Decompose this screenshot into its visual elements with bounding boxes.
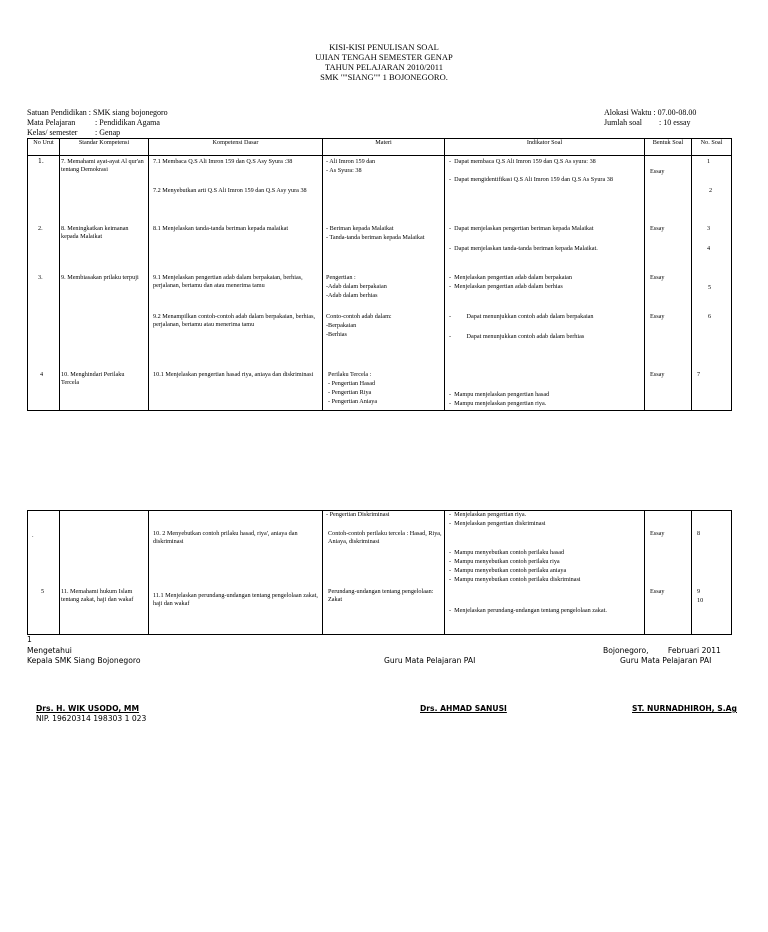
row3-indikator-2: - Menjelaskan pengertian adab dalam berhias	[449, 283, 563, 290]
row5-indikator-0a: - Menjelaskan pengertian riya.	[449, 511, 527, 518]
row2-bentuk: Essay	[650, 225, 665, 232]
row3-bentuk-1: Essay	[650, 274, 665, 281]
info-mapel: Mata Pelajaran : Pendidikan Agama	[27, 118, 160, 127]
row2-sk: 8. Meningkatkan keimanan kepada Malaikat	[61, 225, 129, 240]
row1-nosoal-1: 1	[707, 158, 711, 165]
info-mapel-value: Pendidikan Agama	[99, 118, 160, 127]
row5-indikator-2: - Mampu menyebutkan contoh perilaku riya	[449, 558, 560, 565]
row1-kd1: 7.1 Membaca Q.S Ali Imron 159 dan Q.S Asy Syura :38	[153, 158, 293, 165]
info-jumlah-value: : 10 essay	[659, 118, 691, 127]
row3-indikator-4: - Dapat menunjukkan contoh adab dalam berhias	[449, 333, 585, 340]
row3-materi-4: Conto-contoh adab dalam:	[326, 313, 392, 320]
row6-indikator: - Menjelaskan perundang-undangan tentang pengelolaan zakat.	[449, 607, 607, 614]
row5-dot: .	[32, 532, 34, 539]
guru2-title: Guru Mata Pelajaran PAI	[620, 656, 712, 665]
col-header-nosoal: No. Soal	[692, 139, 732, 156]
row4-bentuk: Essay	[650, 371, 665, 378]
row6-sk: 11. Memahami hukum Islam tentang zakat, haji dan wakaf	[61, 588, 134, 603]
row1-nosoal-2: 2	[709, 187, 713, 194]
document-header	[0, 42, 768, 82]
row5-indikator-0b: - Menjelaskan pengertian diskriminasi	[449, 520, 546, 527]
row3-indikator-1: - Menjelaskan pengertian adab dalam berpakaian	[449, 274, 573, 281]
kepala-title: Kepala SMK Siang Bojonegoro	[27, 656, 141, 665]
row3-materi-3: -Adab dalam berhias	[326, 292, 378, 299]
row6-no: 5	[41, 588, 45, 595]
row6-nosoal-1: 9	[697, 588, 701, 595]
info-satuan-label: Satuan Pendidikan	[27, 108, 87, 117]
page-number: 1	[27, 635, 32, 644]
row4-nosoal: 7	[697, 371, 701, 378]
row3-sk: 9. Membiasakan prilaku terpuji	[61, 274, 139, 281]
info-kelas: Kelas/ semester : Genap	[27, 128, 121, 137]
row5-indikator-4: - Mampu menyebutkan contoh perilaku diskriminasi	[449, 576, 581, 583]
row3-kd1: 9.1 Menjelaskan pengertian adab dalam berpakaian, berhias, perjalanan, bertamu dan atau menerima tamu	[153, 274, 303, 289]
header-year: TAHUN PELAJARAN 2010/2011	[324, 62, 443, 72]
info-kelas-label: Kelas/ semester	[27, 128, 78, 137]
row1-materi-2: - As Syura: 38	[326, 167, 362, 174]
row6-bentuk: Essay	[650, 588, 665, 595]
col-header-no: No Urut	[28, 139, 60, 156]
row2-kd: 8.1 Menjelaskan tanda-tanda beriman kepada malaikat	[153, 225, 289, 232]
col-header-materi: Materi	[323, 139, 445, 156]
guru2-name: ST. NURNADHIROH, S.Ag	[632, 704, 737, 713]
row6-nosoal-2: 10	[697, 597, 704, 604]
row5-materi-1: Contoh-contoh perilaku tercela : Hasad, Riya, Aniaya, diskriminasi	[328, 530, 442, 545]
row3-materi-1: Pengertian :	[326, 274, 356, 281]
row5-materi-0: - Pengertian Diskriminasi	[326, 511, 390, 518]
row3-kd2: 9.2 Menampilkan contoh-contoh adab dalam berpakaian, berhias, perjalanan, bertamu atau menerima tamu	[153, 313, 316, 328]
kepala-nip: NIP. 19620314 198303 1 023	[36, 714, 147, 723]
guru1-title: Guru Mata Pelajaran PAI	[384, 656, 476, 665]
row1-sk: 7. Memahami ayat-ayat Al qur'an tentang Demokrasi	[61, 158, 144, 173]
row4-no: 4	[40, 371, 44, 378]
row4-materi-3: - Pengertian Aniaya	[328, 398, 378, 405]
row4-materi-0: Perilaku Tercela :	[328, 371, 372, 378]
row6-materi: Perundang-undangan tentang pengelolaan: Zakat	[328, 588, 434, 603]
row3-nosoal-1: 5	[708, 284, 712, 291]
row1-no: 1.	[38, 158, 44, 165]
row5-kd: 10. 2 Menyebutkan contoh prilaku hasad, riya', aniaya dan diskriminasi	[153, 530, 298, 545]
info-kelas-value: Genap	[99, 128, 121, 137]
row5-bentuk: Essay	[650, 530, 665, 537]
row2-materi-1: - Beriman kepada Malaikat	[326, 225, 394, 232]
row4-kd: 10.1 Menjelaskan pengertian hasad riya, aniaya dan diskriminasi	[153, 371, 314, 378]
row1-indikator-1: - Dapat membaca Q.S Ali Imron 159 dan Q.S As syura: 38	[449, 158, 596, 165]
info-alokasi: Alokasi Waktu : 07.00-08.00	[604, 108, 697, 117]
row5-indikator-1: - Mampu menyebutkan contoh perilaku hasad	[449, 549, 565, 556]
col-header-indikator: Indikator Soal	[445, 139, 645, 156]
table-header-row	[28, 139, 732, 156]
row4-indikator-1: - Mampu menjelaskan pengertian hasad	[449, 391, 550, 398]
row4-materi-2: - Pengertian Riya	[328, 389, 372, 396]
row4-sk: 10. Menghindari Perilaku Tercela	[61, 371, 125, 386]
info-satuan-value: SMK siang bojonegoro	[93, 108, 168, 117]
mengetahui-label: Mengetahui	[27, 646, 72, 655]
row4-indikator-2: - Mampu menjelaskan pengertian riya.	[449, 400, 547, 407]
header-exam: UJIAN TENGAH SEMESTER GENAP	[315, 52, 453, 62]
header-school: SMK ""SIANG"" 1 BOJONEGORO.	[320, 72, 448, 82]
row1-indikator-2: - Dapat mengidentifikasi Q.S Ali Imron 159 dan Q.S As Syura 38	[449, 176, 613, 183]
row3-materi-2: -Adab dalam berpakaian	[326, 283, 387, 290]
kepala-name: Drs. H. WIK USODO, MM	[36, 704, 140, 713]
row6-kd: 11.1 Menjelaskan perundang-undangan tentang pengelolaan zakat, haji dan wakaf	[153, 592, 318, 607]
info-satuan: Satuan Pendidikan : SMK siang bojonegoro	[27, 108, 168, 117]
row5-nosoal: 8	[697, 530, 701, 537]
row3-bentuk-2: Essay	[650, 313, 665, 320]
row2-indikator-2: - Dapat menjelaskan tanda-tanda beriman kepada Malaikat.	[449, 245, 598, 252]
row3-no: 3.	[38, 274, 43, 281]
row1-materi-1: - Ali Imron 159 dan	[326, 158, 376, 165]
row3-indikator-3: - Dapat menunjukkan contoh adab dalam berpakaian	[449, 313, 594, 320]
row2-materi-2: - Tanda-tanda beriman kepada Malaikat	[326, 234, 425, 241]
info-mapel-label: Mata Pelajaran	[27, 118, 76, 127]
col-header-bentuk: Bentuk Soal	[645, 139, 692, 156]
row2-nosoal-2: 4	[707, 245, 711, 252]
info-jumlah	[604, 118, 691, 128]
row4-materi-1: - Pengertian Hasad	[328, 380, 376, 387]
col-header-kd: Kompetensi Dasar	[149, 139, 323, 156]
place-date: Bojonegoro, Februari 2011	[603, 646, 721, 655]
row5-indikator-3: - Mampu menyebutkan contoh perilaku aniaya	[449, 567, 567, 574]
row2-indikator-1: - Dapat menjelaskan pengertian beriman kepada Malaikat	[449, 225, 594, 232]
header-title: KISI-KISI PENULISAN SOAL	[329, 42, 439, 52]
col-header-sk: Standar Kompetensi	[60, 139, 149, 156]
row3-materi-6: -Berhias	[326, 331, 347, 338]
info-jumlah-label: Jumlah soal	[604, 118, 642, 127]
row1-bentuk: Essay	[650, 168, 665, 175]
kisi-table-2	[27, 510, 732, 635]
row1-kd2: 7.2 Menyebutkan arti Q.S Ali Imron 159 dan Q.S Asy yura 38	[153, 187, 307, 194]
row2-no: 2.	[38, 225, 43, 232]
row3-nosoal-2: 6	[708, 313, 712, 320]
guru1-name: Drs. AHMAD SANUSI	[420, 704, 507, 713]
row2-nosoal-1: 3	[707, 225, 711, 232]
row3-materi-5: -Berpakaian	[326, 322, 357, 329]
